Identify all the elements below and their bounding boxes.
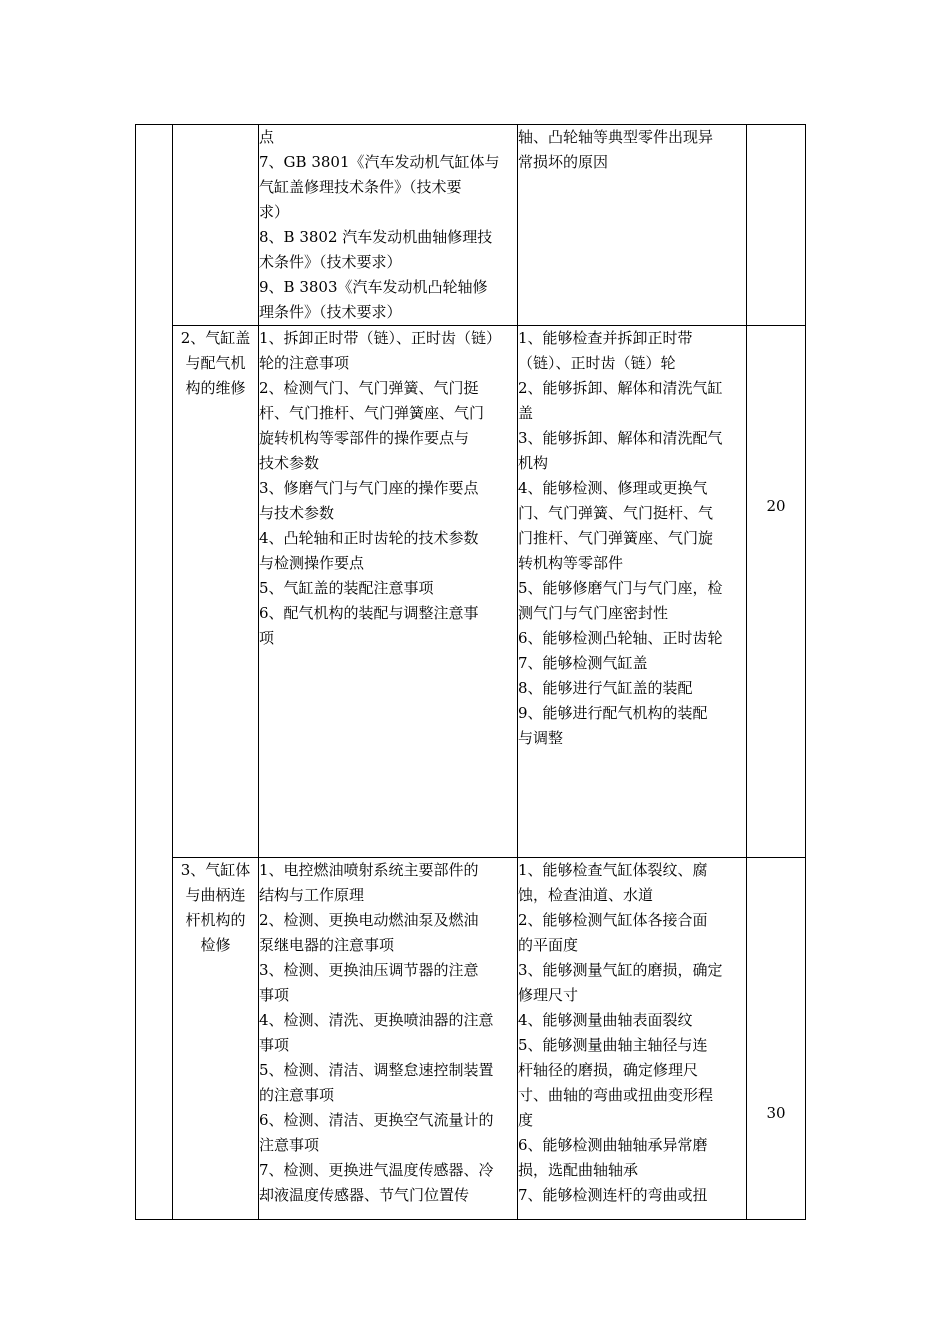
skills-line: 2、能够拆卸、解体和清洗气缸 bbox=[518, 379, 723, 397]
knowledge-line: 4、凸轮轴和正时齿轮的技术参数 bbox=[259, 529, 479, 547]
skills-line: 8、能够进行气缸盖的装配 bbox=[518, 679, 693, 697]
module-cell bbox=[173, 125, 259, 326]
skills-line: 蚀，检查油道、水道 bbox=[518, 886, 654, 904]
skills-cell bbox=[518, 326, 747, 858]
skills-line: 4、能够测量曲轴表面裂纹 bbox=[518, 1011, 693, 1029]
skills-line: 轴、凸轮轴等典型零件出现异 bbox=[518, 128, 714, 146]
hours-cell bbox=[747, 858, 806, 1220]
knowledge-line: 结构与工作原理 bbox=[259, 886, 365, 904]
knowledge-line: 泵继电器的注意事项 bbox=[259, 936, 395, 954]
skills-line: 损，选配曲轴轴承 bbox=[518, 1161, 639, 1179]
knowledge-line: 7、检测、更换进气温度传感器、冷 bbox=[259, 1161, 494, 1179]
knowledge-line: 注意事项 bbox=[259, 1136, 320, 1154]
skills-line: 盖 bbox=[518, 404, 534, 422]
skills-line: 1、能够检查并拆卸正时带 bbox=[518, 329, 693, 347]
hours-value: 20 bbox=[766, 497, 786, 515]
module-line: 与配气机 bbox=[185, 354, 246, 372]
knowledge-cell bbox=[259, 326, 518, 858]
knowledge-line: 5、气缸盖的装配注意事项 bbox=[259, 579, 434, 597]
skills-line: 的平面度 bbox=[518, 936, 579, 954]
knowledge-line: 2、检测、更换电动燃油泵及燃油 bbox=[259, 911, 479, 929]
knowledge-line: 事项 bbox=[259, 1036, 290, 1054]
knowledge-line: 理条件》（技术要求） bbox=[259, 303, 402, 321]
skills-line: 转机构等零部件 bbox=[518, 554, 624, 572]
skills-line: 与调整 bbox=[518, 729, 564, 747]
knowledge-cell bbox=[259, 858, 518, 1220]
knowledge-line: 9、B 3803《汽车发动机凸轮轴修 bbox=[259, 278, 488, 296]
knowledge-line: 点 bbox=[259, 128, 275, 146]
skills-line: 寸、曲轴的弯曲或扭曲变形程 bbox=[518, 1086, 714, 1104]
knowledge-line: 事项 bbox=[259, 986, 290, 1004]
curriculum-table bbox=[135, 124, 806, 1220]
skills-line: 9、能够进行配气机构的装配 bbox=[518, 704, 708, 722]
knowledge-line: 1、拆卸正时带（链）、正时齿（链） bbox=[259, 329, 502, 347]
hours-cell bbox=[747, 326, 806, 858]
knowledge-line: 与技术参数 bbox=[259, 504, 335, 522]
knowledge-line: 3、修磨气门与气门座的操作要点 bbox=[259, 479, 479, 497]
skills-line: 7、能够检测连杆的弯曲或扭 bbox=[518, 1186, 708, 1204]
outer-category-cell bbox=[136, 125, 173, 1220]
module-line: 3、气缸体 bbox=[180, 861, 251, 879]
table-row bbox=[136, 326, 806, 858]
skills-line: 杆轴径的磨损，确定修理尺 bbox=[518, 1061, 699, 1079]
module-line: 2、气缸盖 bbox=[180, 329, 251, 347]
skills-line: 2、能够检测气缸体各接合面 bbox=[518, 911, 708, 929]
knowledge-line: 7、GB 3801《汽车发动机气缸体与 bbox=[259, 153, 500, 171]
knowledge-line: 1、电控燃油喷射系统主要部件的 bbox=[259, 861, 479, 879]
module-line: 杆机构的 bbox=[185, 911, 246, 929]
hours-value: 30 bbox=[766, 1104, 786, 1122]
skills-line: 7、能够检测气缸盖 bbox=[518, 654, 648, 672]
module-line: 检修 bbox=[200, 936, 231, 954]
skills-line: 6、能够检测曲轴轴承异常磨 bbox=[518, 1136, 708, 1154]
skills-line: （链）、正时齿（链）轮 bbox=[518, 354, 676, 372]
knowledge-line: 2、检测气门、气门弹簧、气门挺 bbox=[259, 379, 479, 397]
knowledge-line: 与检测操作要点 bbox=[259, 554, 365, 572]
table-row bbox=[136, 125, 806, 326]
skills-line: 1、能够检查气缸体裂纹、腐 bbox=[518, 861, 708, 879]
knowledge-line: 轮的注意事项 bbox=[259, 354, 350, 372]
skills-line: 4、能够检测、修理或更换气 bbox=[518, 479, 708, 497]
knowledge-cell bbox=[259, 125, 518, 326]
hours-cell bbox=[747, 125, 806, 326]
table-row bbox=[136, 858, 806, 1220]
skills-cell bbox=[518, 125, 747, 326]
skills-line: 5、能够修磨气门与气门座，检 bbox=[518, 579, 723, 597]
knowledge-line: 旋转机构等零部件的操作要点与 bbox=[259, 429, 470, 447]
knowledge-line: 却液温度传感器、节气门位置传 bbox=[259, 1186, 470, 1204]
skills-line: 常损坏的原因 bbox=[518, 153, 609, 171]
knowledge-line: 6、检测、清洁、更换空气流量计的 bbox=[259, 1111, 494, 1129]
skills-cell bbox=[518, 858, 747, 1220]
skills-line: 3、能够测量气缸的磨损，确定 bbox=[518, 961, 723, 979]
knowledge-line: 的注意事项 bbox=[259, 1086, 335, 1104]
module-line: 与曲柄连 bbox=[185, 886, 246, 904]
skills-line: 机构 bbox=[518, 454, 549, 472]
skills-line: 门、气门弹簧、气门挺杆、气 bbox=[518, 504, 714, 522]
skills-line: 3、能够拆卸、解体和清洗配气 bbox=[518, 429, 723, 447]
knowledge-line: 气缸盖修理技术条件》（技术要 bbox=[259, 178, 462, 196]
skills-line: 修理尺寸 bbox=[518, 986, 579, 1004]
module-line: 构的维修 bbox=[185, 379, 246, 397]
knowledge-line: 3、检测、更换油压调节器的注意 bbox=[259, 961, 479, 979]
knowledge-line: 6、配气机构的装配与调整注意事 bbox=[259, 604, 479, 622]
skills-line: 测气门与气门座密封性 bbox=[518, 604, 669, 622]
knowledge-line: 杆、气门推杆、气门弹簧座、气门 bbox=[259, 404, 485, 422]
module-cell bbox=[173, 858, 259, 1220]
skills-line: 6、能够检测凸轮轴、正时齿轮 bbox=[518, 629, 723, 647]
skills-line: 5、能够测量曲轴主轴径与连 bbox=[518, 1036, 708, 1054]
knowledge-line: 4、检测、清洗、更换喷油器的注意 bbox=[259, 1011, 494, 1029]
knowledge-line: 术条件》（技术要求） bbox=[259, 253, 402, 271]
skills-line: 度 bbox=[518, 1111, 534, 1129]
knowledge-line: 8、B 3802 汽车发动机曲轴修理技 bbox=[259, 228, 493, 246]
skills-line: 门推杆、气门弹簧座、气门旋 bbox=[518, 529, 714, 547]
module-cell bbox=[173, 326, 259, 858]
knowledge-line: 项 bbox=[259, 629, 275, 647]
knowledge-line: 技术参数 bbox=[259, 454, 320, 472]
knowledge-line: 5、检测、清洁、调整怠速控制装置 bbox=[259, 1061, 494, 1079]
knowledge-line: 求） bbox=[259, 203, 290, 221]
